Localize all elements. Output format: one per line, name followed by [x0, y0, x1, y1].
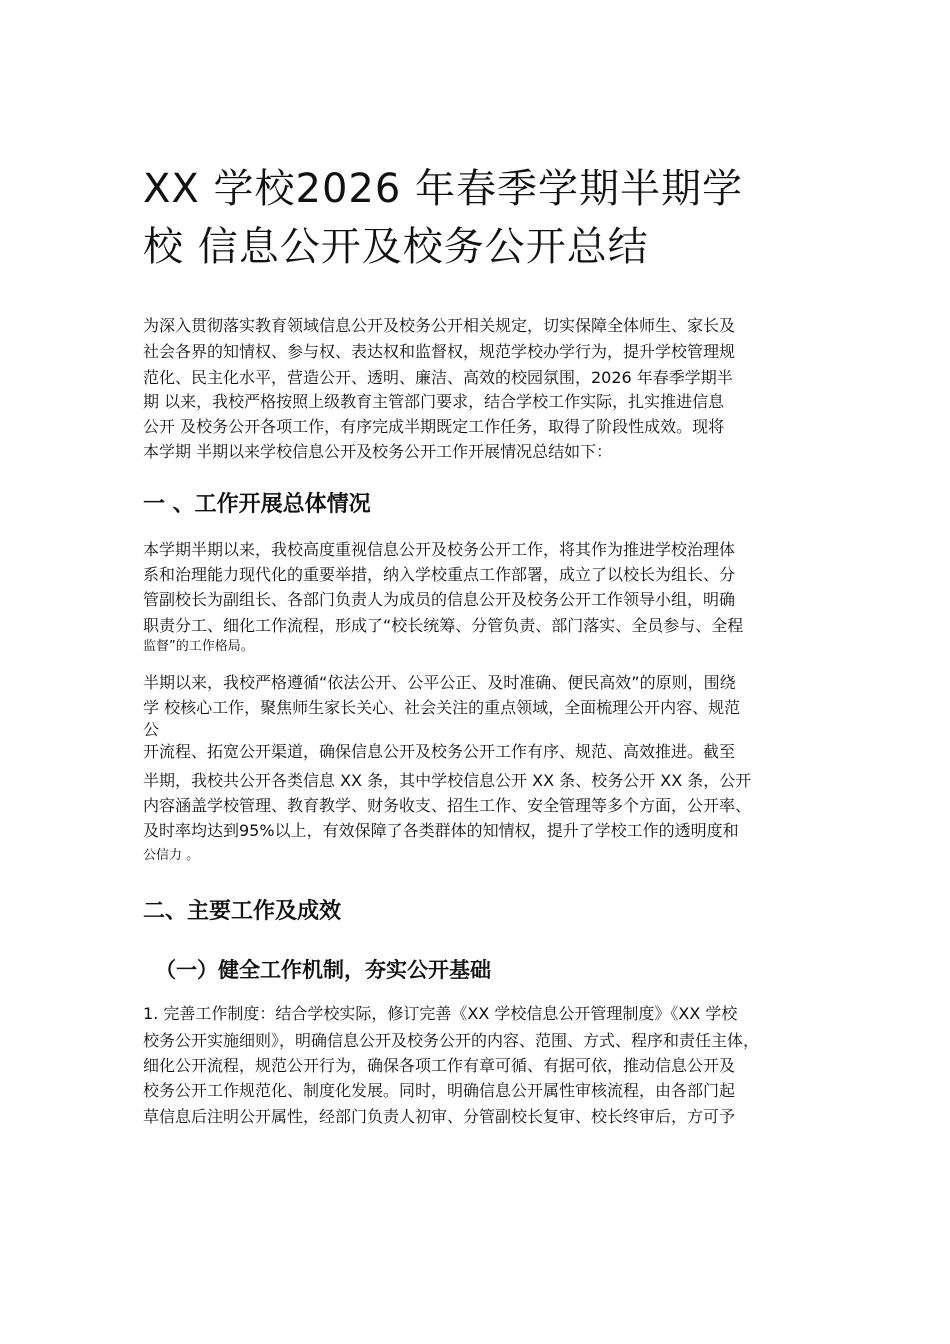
- paragraph-line: 系和治理能力现代化的重要举措，纳入学校重点工作部署，成立了以校长为组长、分: [143, 565, 736, 584]
- intro-line: 期 以来，我校严格按照上级教育主管部门要求，结合学校工作实际，扎实推进信息: [143, 392, 725, 411]
- paragraph-line: 1. 完善工作制度：结合学校实际，修订完善《XX 学校信息公开管理制度》《XX 学校: [143, 1004, 738, 1023]
- paragraph-line: 职责分工、细化工作流程，形成了“校长统筹、分管负责、部门落实、全员参与、全程: [143, 616, 744, 635]
- section-heading-2: 二、主要工作及成效: [143, 899, 342, 924]
- paragraph-line: 公: [143, 720, 160, 739]
- intro-line: 社会各界的知情权、参与权、表达权和监督权，规范学校办学行为，提升学校管理规: [143, 342, 736, 361]
- title-line-1: XX 学校2026 年春季学期半期学: [143, 166, 744, 212]
- paragraph-line: 内容涵盖学校管理、教育教学、财务收支、招生工作、安全管理等多个方面，公开率、: [143, 796, 752, 815]
- paragraph-line: 学 校核心工作，聚焦师生家长关心、社会关注的重点领域，全面梳理公开内容、规范: [143, 698, 741, 717]
- intro-line: 范化、民主化水平，营造公开、透明、廉洁、高效的校园氛围，2026 年春季学期半: [143, 368, 733, 387]
- paragraph-line: 开流程、拓宽公开渠道，确保信息公开及校务公开工作有序、规范、高效推进。截至: [143, 742, 736, 761]
- subsection-heading-1: （一）健全工作机制，夯实公开基础: [155, 958, 491, 982]
- paragraph-line: 监督”的工作格局。: [143, 639, 254, 654]
- paragraph-line: 半期以来，我校严格遵循“依法公开、公平公正、及时准确、便民高效”的原则，围绕: [143, 673, 736, 692]
- intro-line: 为深入贯彻落实教育领域信息公开及校务公开相关规定，切实保障全体师生、家长及: [143, 316, 736, 335]
- paragraph-line: 本学期半期以来，我校高度重视信息公开及校务公开工作，将其作为推进学校治理体: [143, 540, 736, 559]
- section-heading-1: 一 、工作开展总体情况: [143, 492, 371, 517]
- paragraph-line: 管副校长为副组长、各部门负责人为成员的信息公开及校务公开工作领导小组，明确: [143, 590, 736, 609]
- title-line-2: 校 信息公开及校务公开总结: [143, 224, 649, 270]
- paragraph-line: 草信息后注明公开属性，经部门负责人初审、分管副校长复审、校长终审后，方可予: [143, 1107, 736, 1126]
- paragraph-line: 校务公开工作规范化、制度化发展。同时，明确信息公开属性审核流程，由各部门起: [143, 1081, 736, 1100]
- paragraph-line: 半期，我校共公开各类信息 XX 条，其中学校信息公开 XX 条、校务公开 XX 条，公开: [143, 771, 752, 790]
- paragraph-line: 公信力 。: [143, 848, 200, 863]
- intro-line: 公开 及校务公开各项工作，有序完成半期既定工作任务，取得了阶段性成效。现将: [143, 417, 725, 436]
- paragraph-line: 校务公开实施细则》，明确信息公开及校务公开的内容、范围、方式、程序和责任主体，: [143, 1031, 760, 1050]
- paragraph-line: 及时率均达到95%以上，有效保障了各类群体的知情权，提升了学校工作的透明度和: [143, 821, 739, 840]
- paragraph-line: 细化公开流程，规范公开行为，确保各项工作有章可循、有据可依，推动信息公开及: [143, 1056, 736, 1075]
- document-title: [143, 160, 823, 276]
- intro-line: 本学期 半期以来学校信息公开及校务公开工作开展情况总结如下：: [143, 442, 613, 461]
